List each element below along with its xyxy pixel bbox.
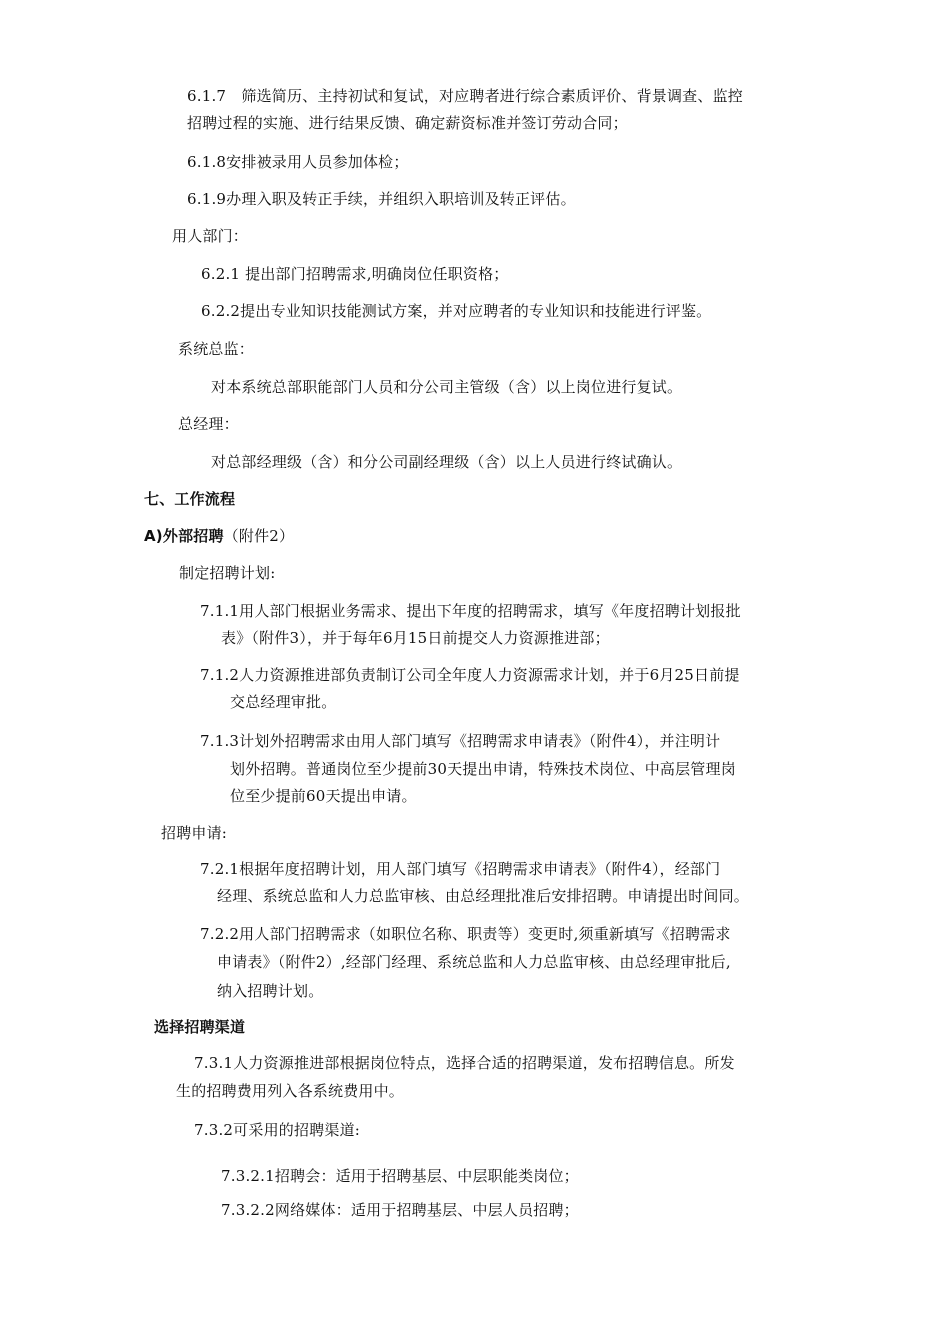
- clause-7-2-2-line2: 申请表》（附件2）,经部门经理、系统总监和人力总监审核、由总经理审批后,: [217, 953, 731, 971]
- heading-general-manager: 总经理：: [178, 415, 239, 433]
- heading-system-director: 系统总监：: [178, 340, 255, 358]
- clause-7-1-1-line2: 表》（附件3），并于每年6月15日前提交人力资源推进部；: [221, 629, 610, 647]
- clause-6-1-7-line1: 6.1.7 筛选简历、主持初试和复试，对应聘者进行综合素质评价、背景调查、监控: [187, 87, 743, 105]
- clause-6-1-8: 6.1.8安排被录用人员参加体检；: [187, 153, 409, 171]
- clause-7-1-3-line1: 7.1.3计划外招聘需求由用人部门填写《招聘需求申请表》（附件4），并注明计: [200, 732, 721, 750]
- heading-hiring-department: 用人部门：: [172, 227, 249, 245]
- clause-7-1-3-line2: 划外招聘。普通岗位至少提前30天提出申请，特殊技术岗位、中高层管理岗: [230, 760, 736, 778]
- subsection-external-recruitment: [144, 526, 294, 546]
- clause-6-2-2: 6.2.2提出专业知识技能测试方案，并对应聘者的专业知识和技能进行评鉴。: [201, 302, 712, 320]
- heading-recruitment-plan: 制定招聘计划:: [179, 564, 276, 582]
- clause-7-1-2-line1: 7.1.2人力资源推进部负责制订公司全年度人力资源需求计划，并于6月25日前提: [200, 666, 740, 684]
- clause-6-1-9: 6.1.9办理入职及转正手续，并组织入职培训及转正评估。: [187, 190, 576, 208]
- general-manager-duty: 对总部经理级（含）和分公司副经理级（含）以上人员进行终试确认。: [211, 453, 683, 471]
- section-7-heading: 七、工作流程: [144, 490, 236, 508]
- external-recruitment-title: A)外部招聘: [144, 527, 224, 545]
- clause-7-3-2-1: 7.3.2.1招聘会：适用于招聘基层、中层职能类岗位；: [221, 1167, 579, 1185]
- clause-6-2-1: 6.2.1 提出部门招聘需求,明确岗位任职资格；: [201, 265, 509, 283]
- clause-7-3-2-2: 7.3.2.2网络媒体：适用于招聘基层、中层人员招聘；: [221, 1201, 579, 1219]
- heading-recruitment-application: 招聘申请:: [161, 824, 228, 842]
- system-director-duty: 对本系统总部职能部门人员和分公司主管级（含）以上岗位进行复试。: [211, 378, 683, 396]
- external-recruitment-attachment: （附件2）: [223, 527, 295, 545]
- heading-select-channels: 选择招聘渠道: [154, 1018, 246, 1036]
- clause-7-3-1-line1: 7.3.1人力资源推进部根据岗位特点，选择合适的招聘渠道，发布招聘信息。所发: [194, 1054, 735, 1072]
- clause-7-2-2-line1: 7.2.2用人部门招聘需求（如职位名称、职责等）变更时,须重新填写《招聘需求: [200, 925, 731, 943]
- clause-7-3-1-line2: 生的招聘费用列入各系统费用中。: [176, 1082, 405, 1100]
- clause-7-1-2-line2: 交总经理审批。: [230, 693, 337, 711]
- clause-6-1-7-line2: 招聘过程的实施、进行结果反馈、确定薪资标准并签订劳动合同；: [187, 114, 628, 132]
- clause-7-1-3-line3: 位至少提前60天提出申请。: [230, 787, 417, 805]
- clause-7-2-1-line1: 7.2.1根据年度招聘计划，用人部门填写《招聘需求申请表》（附件4），经部门: [200, 860, 721, 878]
- clause-7-3-2: 7.3.2可采用的招聘渠道:: [194, 1121, 361, 1139]
- clause-7-2-1-line2: 经理、系统总监和人力总监审核、由总经理批准后安排招聘。申请提出时间同。: [217, 887, 750, 905]
- clause-7-1-1-line1: 7.1.1用人部门根据业务需求、提出下年度的招聘需求，填写《年度招聘计划报批: [200, 602, 741, 620]
- clause-7-2-2-line3: 纳入招聘计划。: [217, 982, 324, 1000]
